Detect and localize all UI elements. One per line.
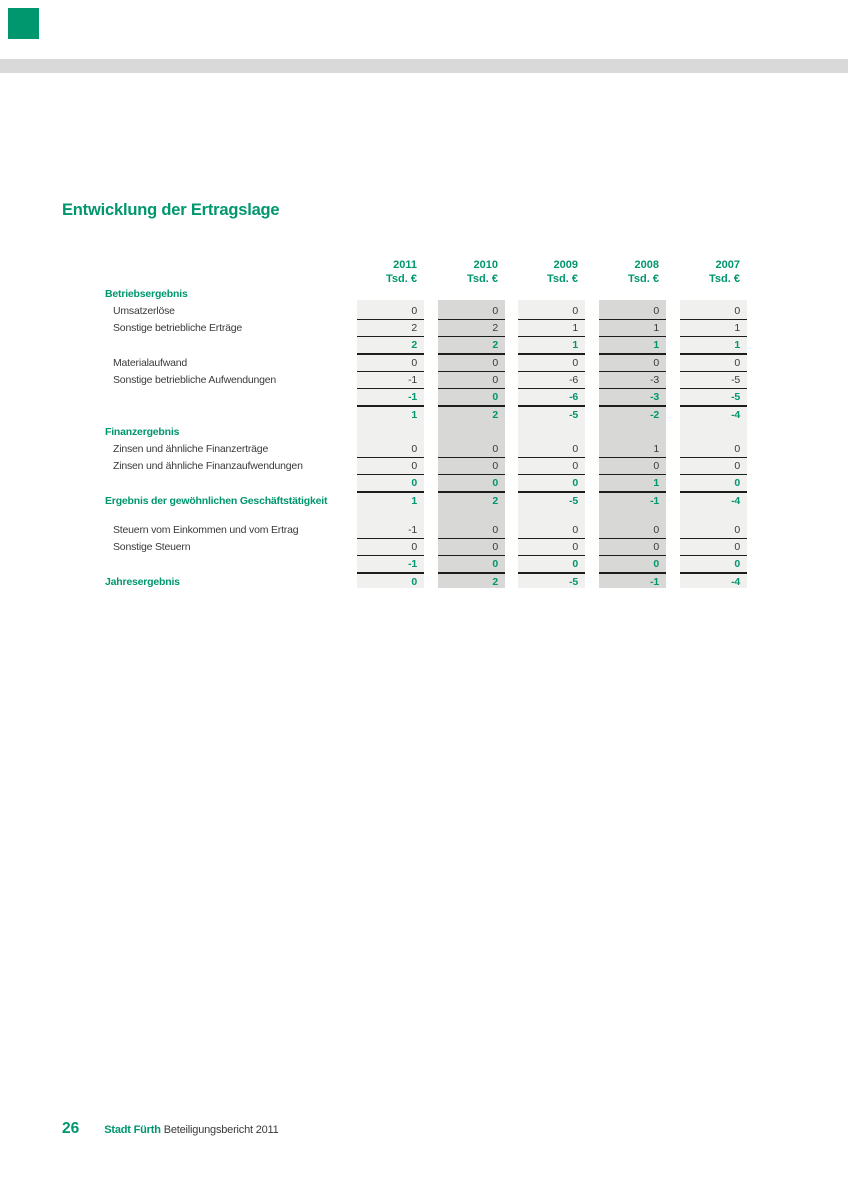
table-row <box>105 407 747 424</box>
table-row <box>105 337 747 355</box>
cell-value: 0 <box>518 522 585 539</box>
cell-value: 0 <box>599 458 666 475</box>
cell-value: 0 <box>680 458 747 475</box>
row-label: Materialaufwand <box>113 357 188 369</box>
cell-value: 0 <box>518 303 585 320</box>
table-row <box>105 556 747 574</box>
cell-value: 1 <box>599 441 666 458</box>
cell-value: -5 <box>680 389 747 407</box>
row-label: Ergebnis der gewöhnlichen Geschäftstätigkeit <box>105 495 328 507</box>
corner-accent-square <box>8 8 39 39</box>
cell-value: -4 <box>731 576 740 588</box>
table-row <box>105 372 747 389</box>
cell-value: 0 <box>518 539 585 556</box>
cell-value: 0 <box>438 303 505 320</box>
page-footer <box>62 1120 279 1138</box>
cell-value: 1 <box>518 320 585 337</box>
row-label: Sonstige betriebliche Aufwendungen <box>113 374 277 386</box>
cell-value <box>599 510 666 522</box>
cell-value: 2 <box>357 337 424 355</box>
cell-value <box>599 424 666 441</box>
table-row <box>105 539 747 556</box>
footer-text <box>104 1124 278 1136</box>
table-row <box>105 355 747 372</box>
page-title: Entwicklung der Ertragslage <box>62 201 280 219</box>
row-label: Sonstige betriebliche Erträge <box>113 322 243 334</box>
column-header <box>518 258 585 286</box>
column-header <box>438 258 505 286</box>
table-row <box>105 424 747 441</box>
table-row <box>105 510 747 522</box>
cell-value: 0 <box>599 355 666 372</box>
page-number: 26 <box>62 1120 80 1137</box>
cell-value: -4 <box>731 495 740 507</box>
cell-value: 1 <box>599 475 666 493</box>
table-row <box>105 286 747 303</box>
table-row <box>105 458 747 475</box>
table-row <box>105 441 747 458</box>
unit-label: Tsd. € <box>628 273 659 285</box>
cell-value: 0 <box>357 441 424 458</box>
cell-value: 1 <box>680 320 747 337</box>
cell-value: 0 <box>599 303 666 320</box>
cell-value: 0 <box>599 539 666 556</box>
cell-value: 2 <box>438 320 505 337</box>
year-label: 2011 <box>393 259 417 271</box>
cell-value: 0 <box>438 389 505 407</box>
row-label: Jahresergebnis <box>105 576 180 588</box>
cell-value <box>680 286 747 303</box>
cell-value: -1 <box>650 495 659 507</box>
cell-value <box>680 510 747 522</box>
cell-value: 1 <box>599 320 666 337</box>
table-row <box>105 389 747 407</box>
cell-value <box>438 286 505 303</box>
cell-value <box>438 510 505 522</box>
year-label: 2010 <box>473 259 498 271</box>
cell-value: 0 <box>438 372 505 389</box>
cell-value: -4 <box>731 409 740 421</box>
cell-value: 0 <box>680 303 747 320</box>
cell-value: 0 <box>518 458 585 475</box>
cell-value: 0 <box>438 458 505 475</box>
cell-value: 0 <box>357 475 424 493</box>
cell-value: 2 <box>438 337 505 355</box>
cell-value: -5 <box>680 372 747 389</box>
cell-value: 0 <box>438 355 505 372</box>
column-header <box>357 258 424 286</box>
cell-value: 0 <box>438 522 505 539</box>
cell-value: 1 <box>411 495 417 507</box>
cell-value: 0 <box>438 441 505 458</box>
cell-value: -1 <box>357 556 424 574</box>
table-row <box>105 522 747 539</box>
cell-value <box>438 424 505 441</box>
column-header <box>599 258 666 286</box>
year-label: 2009 <box>553 259 578 271</box>
row-label: Betriebsergebnis <box>105 288 188 300</box>
table-header <box>105 258 747 286</box>
row-label: Umsatzerlöse <box>113 305 175 317</box>
cell-value: -3 <box>599 372 666 389</box>
cell-value: 0 <box>518 475 585 493</box>
cell-value: -1 <box>357 372 424 389</box>
cell-value: 0 <box>411 576 417 588</box>
year-label: 2008 <box>634 259 659 271</box>
unit-label: Tsd. € <box>709 273 740 285</box>
table-row <box>105 320 747 337</box>
cell-value: 0 <box>518 556 585 574</box>
cell-value: 0 <box>357 458 424 475</box>
cell-value: 0 <box>518 441 585 458</box>
cell-value: 1 <box>599 337 666 355</box>
table-row <box>105 574 747 591</box>
table-body <box>105 286 747 591</box>
cell-value: 0 <box>599 556 666 574</box>
cell-value <box>357 424 424 441</box>
cell-value: -1 <box>650 576 659 588</box>
cell-value <box>357 286 424 303</box>
cell-value: 0 <box>680 556 747 574</box>
row-label: Zinsen und ähnliche Finanzerträge <box>113 443 269 455</box>
row-label: Sonstige Steuern <box>113 541 191 553</box>
header-divider-bar <box>0 59 848 73</box>
cell-value: 2 <box>492 495 498 507</box>
cell-value: -3 <box>599 389 666 407</box>
cell-value: 0 <box>438 539 505 556</box>
report-title: Beteiligungsbericht 2011 <box>163 1124 279 1136</box>
cell-value: -6 <box>518 372 585 389</box>
cell-value: 2 <box>492 576 498 588</box>
cell-value: -1 <box>357 389 424 407</box>
cell-value: -6 <box>518 389 585 407</box>
cell-value <box>518 424 585 441</box>
cell-value <box>599 286 666 303</box>
cell-value: 0 <box>357 539 424 556</box>
table-row <box>105 493 747 510</box>
cell-value: 2 <box>357 320 424 337</box>
column-header <box>680 258 747 286</box>
row-label: Steuern vom Einkommen und vom Ertrag <box>113 524 299 536</box>
unit-label: Tsd. € <box>467 273 498 285</box>
cell-value: -1 <box>357 522 424 539</box>
cell-value: 1 <box>680 337 747 355</box>
cell-value: -5 <box>569 495 578 507</box>
cell-value: 2 <box>492 409 498 421</box>
cell-value: 0 <box>438 556 505 574</box>
publisher-name: Stadt Fürth <box>104 1124 161 1136</box>
cell-value: 0 <box>357 303 424 320</box>
cell-value: 0 <box>680 522 747 539</box>
cell-value: 0 <box>680 539 747 556</box>
cell-value: 0 <box>680 355 747 372</box>
row-label: Finanzergebnis <box>105 426 180 438</box>
cell-value <box>518 510 585 522</box>
cell-value: 0 <box>438 475 505 493</box>
cell-value: 0 <box>680 441 747 458</box>
table-row <box>105 303 747 320</box>
cell-value <box>680 424 747 441</box>
unit-label: Tsd. € <box>547 273 578 285</box>
cell-value: -5 <box>569 409 578 421</box>
year-label: 2007 <box>715 259 740 271</box>
cell-value: 0 <box>599 522 666 539</box>
cell-value: 0 <box>357 355 424 372</box>
row-label: Zinsen und ähnliche Finanzaufwendungen <box>113 460 303 472</box>
table-row <box>105 475 747 493</box>
cell-value: -2 <box>650 409 659 421</box>
cell-value: 0 <box>518 355 585 372</box>
earnings-table <box>105 258 747 591</box>
cell-value <box>357 510 424 522</box>
unit-label: Tsd. € <box>386 273 417 285</box>
cell-value: -5 <box>569 576 578 588</box>
cell-value: 0 <box>680 475 747 493</box>
cell-value: 1 <box>518 337 585 355</box>
cell-value <box>518 286 585 303</box>
cell-value: 1 <box>411 409 417 421</box>
